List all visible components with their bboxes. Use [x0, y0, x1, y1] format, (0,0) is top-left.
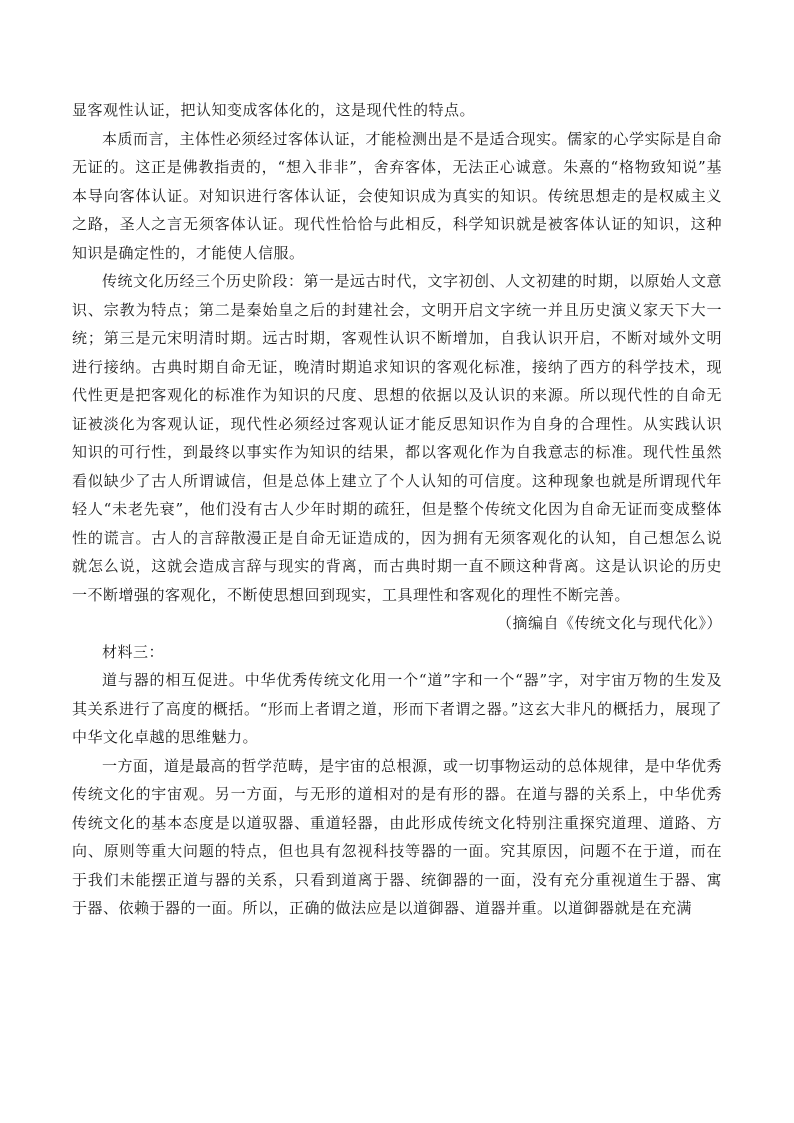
paragraph-1: 显客观性认证，把认知变成客体化的，这是现代性的特点。 — [72, 101, 476, 119]
paragraph-3: 传统文化历经三个历史阶段：第一是远古时代，文字初创、人文初建的时期，以原始人文意识、宗教为特点；第二是秦始皇之后的封建社会，文明开启文字统一并且历史演义家天下大一统；第三是元宋明清时期。远古时期，客观性认识不断增加，自我认识开启，不断对域外文明进行接纳。古典时期自命无证，晚清时期追求知识的客观化标准，接纳了西方的科学技术，现代性更是把客观化的标准作为知识的尺度、思想的依据以及认识的来源。所以现代性的自命无证被淡化为客观认证，现代性必须经过客观认证才能反思知识作为自身的合理性。从实践认识知识的可行性，到最终以事实作为知识的结果，都以客观化作为自我意志的标准。现代性虽然看似缺少了古人所谓诚信，但是总体上建立了个人认知的可信度。这种现象也就是所谓现代年轻人“未老先衰”，他们没有古人少年时期的疏狂，但是整个传统文化因为自命无证而变成整体性的谎言。古人的言辞散漫正是自命无证造成的，因为拥有无须客观化的认知，自己想怎么说就怎么说，这就会造成言辞与现实的背离，而古典时期一直不顾这种背离。这是认识论的历史一不断增强的客观化，不断使思想回到现实，工具理性和客观化的理性不断完善。 — [72, 272, 723, 604]
material-label: 材料三： — [102, 642, 165, 661]
material-paragraph-1: 道与器的相互促进。中华优秀传统文化用一个“道”字和一个“器”字，对宇宙万物的生发及其关系进行了高度的概括。“形而上者谓之道，形而下者谓之器。”这玄大非凡的概括力，展现了中华文化卓越的思维魅力。 — [72, 671, 722, 746]
document-body — [72, 96, 722, 923]
material-paragraph-2: 一方面，道是最高的哲学范畴，是宇宙的总根源，或一切事物运动的总体规律，是中华优秀传统文化的宇宙观。另一方面，与无形的道相对的是有形的器。在道与器的关系上，中华优秀传统文化的基本态度是以道驭器、重道轻器，由此形成传统文化特别注重探究道理、道路、方向、原则等重大问题的特点，但也具有忽视科技等器的一面。究其原因，问题不在于道，而在于我们未能摆正道与器的关系，只看到道离于器、统御器的一面，没有充分重视道生于器、寓于器、依赖于器的一面。所以，正确的做法应是以道御器、道器并重。以道御器就是在充满 — [72, 756, 723, 917]
source-citation: （摘编自《传统文化与现代化》） — [496, 614, 722, 632]
paragraph-2: 本质而言，主体性必须经过客体认证，才能检测出是不是适合现实。儒家的心学实际是自命无证的。这正是佛教指责的，“想入非非”，舍弃客体，无法正心诚意。朱熹的“格物致知说”基本导向客体认证。对知识进行客体认证，会使知识成为真实的知识。传统思想走的是权威主义之路，圣人之言无须客体认证。现代性恰恰与此相反，科学知识就是被客体认证的知识，这种知识是确定性的，才能使人信服。 — [72, 129, 723, 262]
